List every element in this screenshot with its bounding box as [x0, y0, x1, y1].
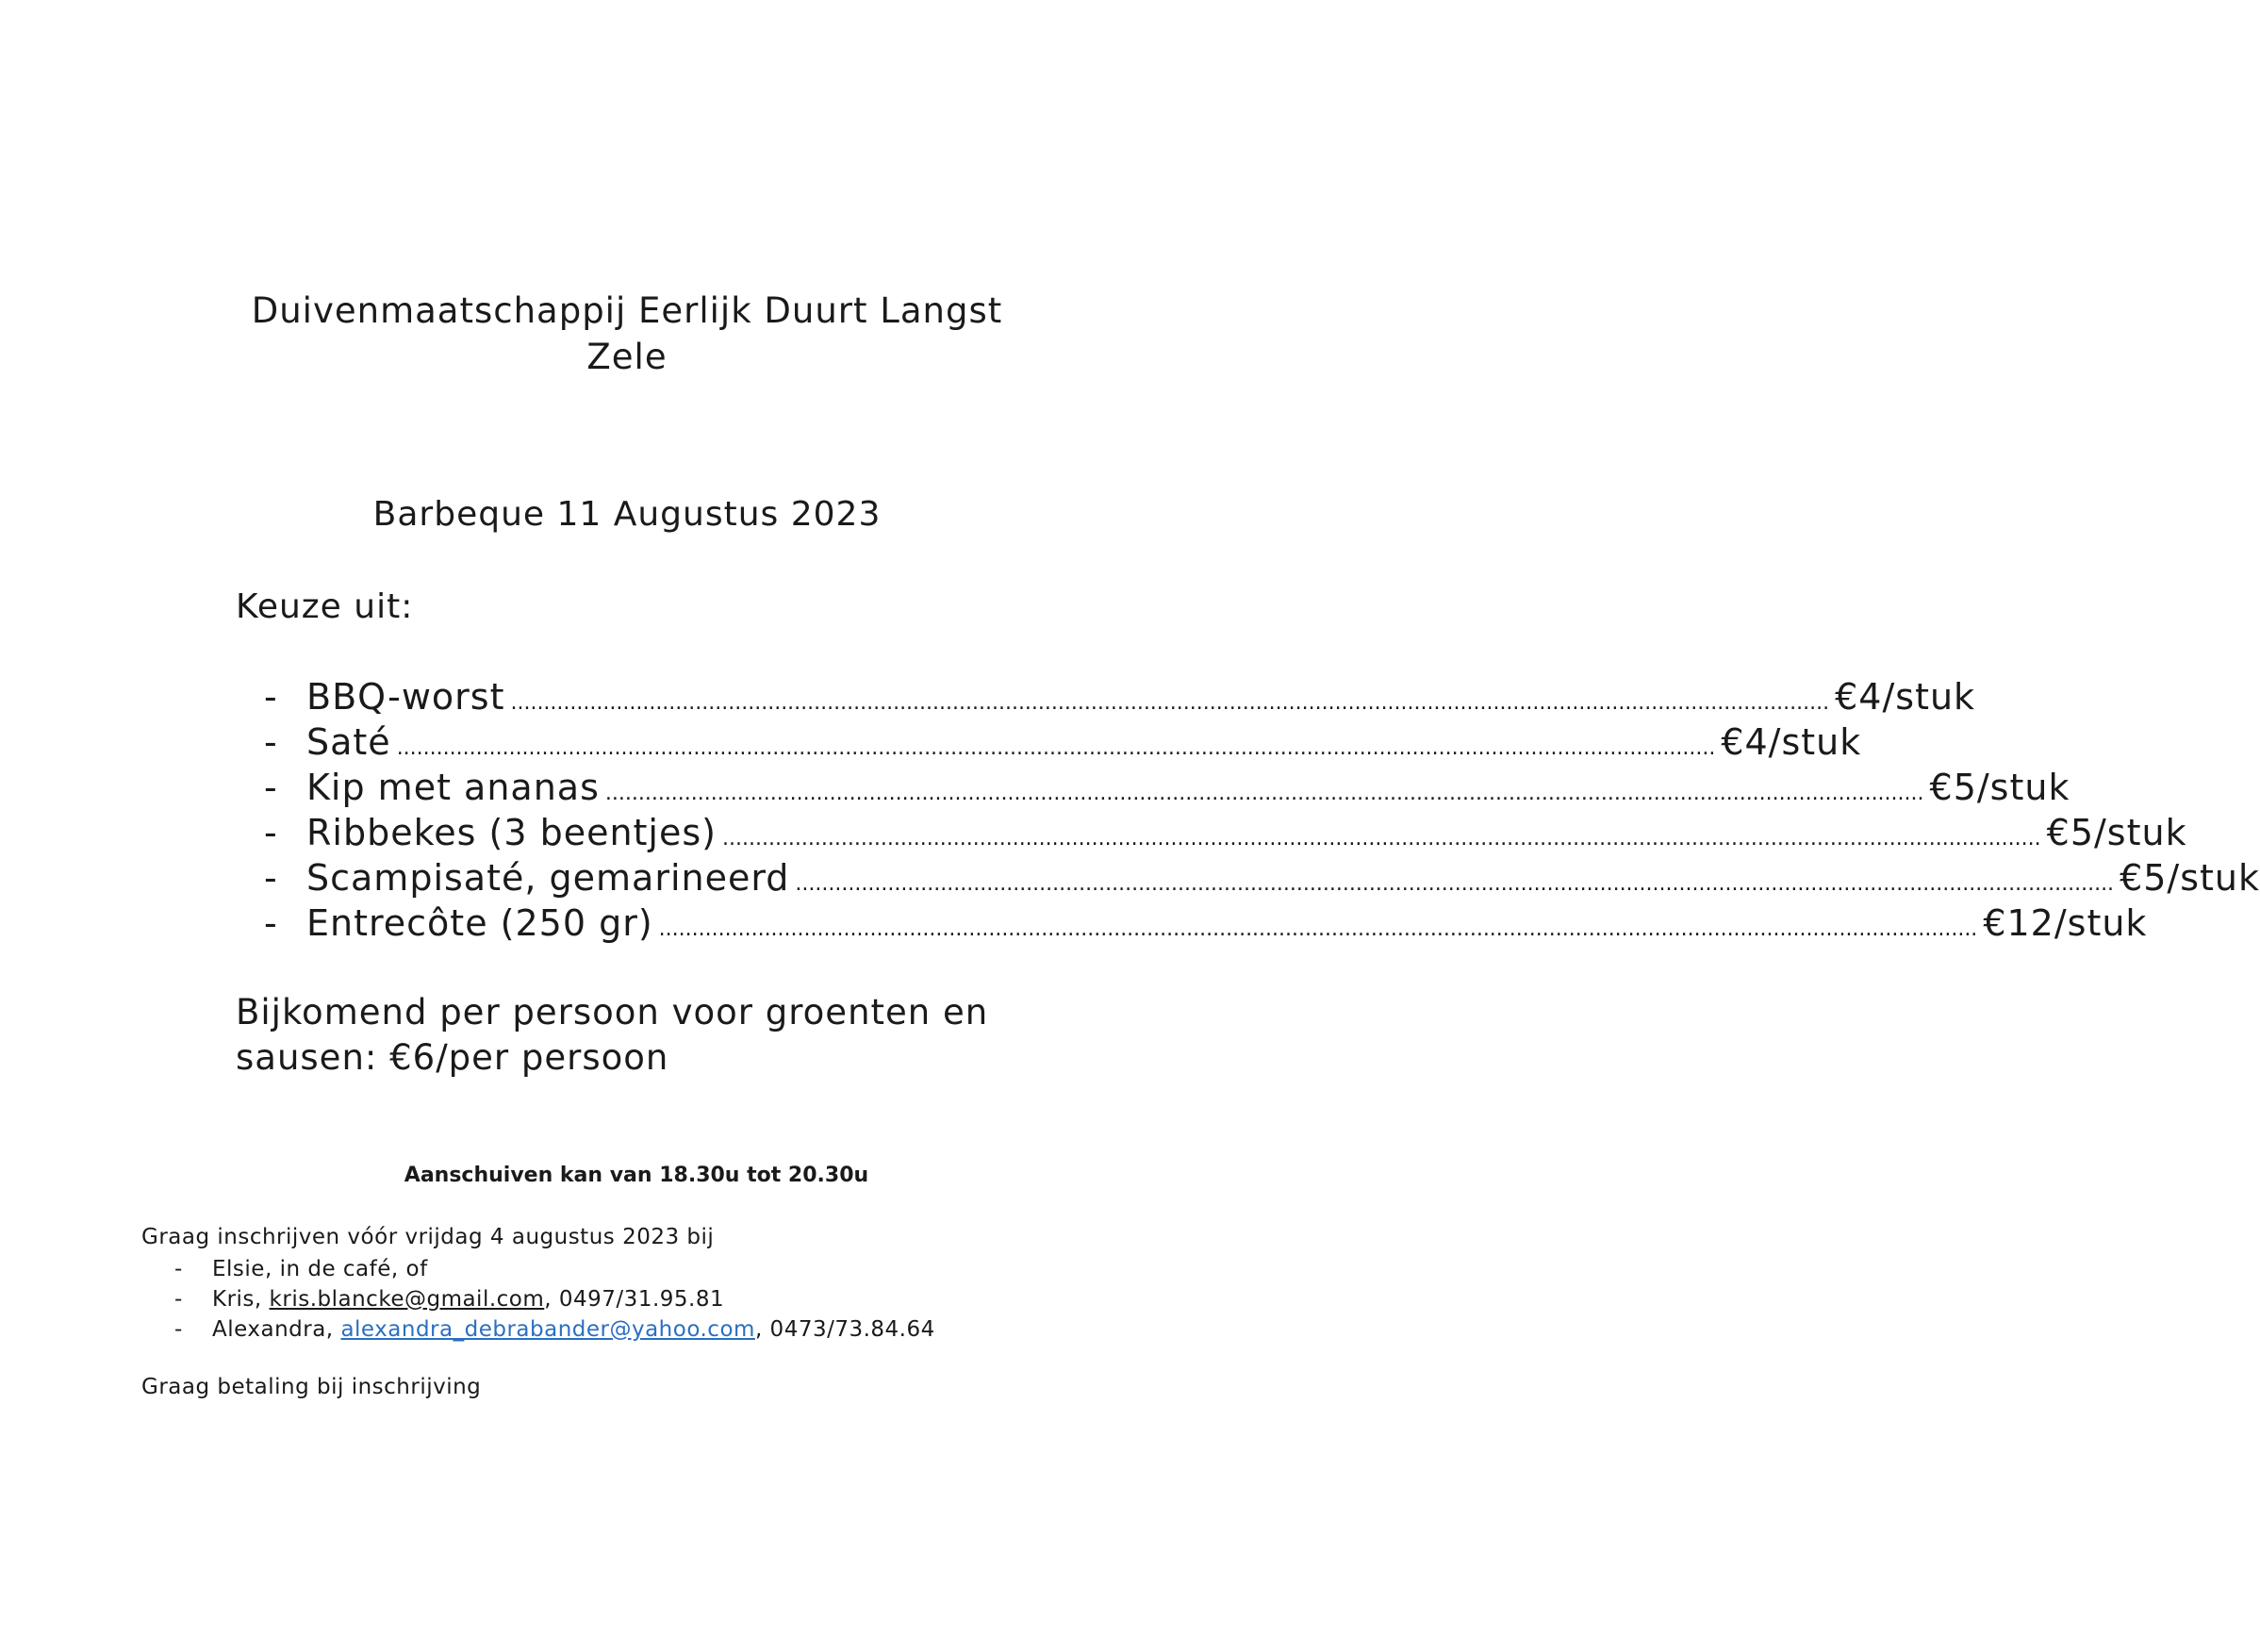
- organization-title: [0, 288, 1254, 380]
- list-dash: -: [264, 676, 278, 718]
- contact-name: Kris,: [212, 1287, 270, 1312]
- dot-leader: ........................................................................................................................................................................................................: [722, 827, 2041, 851]
- contact-item: [174, 1254, 935, 1284]
- contact-name: Elsie, in de café, of: [212, 1257, 428, 1281]
- menu-item: [264, 719, 1862, 765]
- menu-item-price: €5/stuk: [1929, 767, 2070, 808]
- list-dash: -: [174, 1257, 183, 1281]
- menu-item: [264, 810, 2187, 855]
- menu-item-name: BBQ-worst: [306, 676, 505, 718]
- extra-cost-note: Bijkomend per persoon voor groenten en sausen: €6/per persoon: [236, 992, 989, 1078]
- menu-item-name: Ribbekes (3 beentjes): [306, 812, 717, 853]
- list-dash: -: [174, 1317, 183, 1342]
- organization-city: Zele: [586, 337, 668, 377]
- list-dash: -: [264, 857, 278, 899]
- menu-item-price: €4/stuk: [1835, 676, 1976, 718]
- payment-note: Graag betaling bij inschrijving: [141, 1375, 482, 1399]
- dot-leader: ........................................................................................................................................................................................................: [510, 691, 1830, 715]
- list-dash: -: [264, 721, 278, 763]
- menu-item-price: €4/stuk: [1721, 721, 1862, 763]
- menu-item-price: €5/stuk: [2046, 812, 2187, 853]
- event-title: Barbeque 11 Augustus 2023: [372, 495, 882, 534]
- list-dash: -: [264, 902, 278, 944]
- menu-item: [264, 900, 2148, 946]
- menu-item-price: €5/stuk: [2120, 857, 2260, 899]
- contact-item: [174, 1284, 935, 1314]
- menu-item-name: Saté: [306, 721, 391, 763]
- contact-email-link[interactable]: alexandra_debrabander@yahoo.com: [340, 1317, 755, 1342]
- menu-item: [264, 855, 2260, 900]
- opening-hours: Aanschuiven kan van 18.30u tot 20.30u: [404, 1164, 869, 1187]
- dot-leader: ........................................................................................................................................................................................................: [658, 917, 1978, 941]
- contact-item: [174, 1314, 935, 1345]
- list-dash: -: [174, 1287, 183, 1312]
- list-dash: -: [264, 812, 278, 853]
- dot-leader: ........................................................................................................................................................................................................: [396, 736, 1716, 760]
- menu-item-name: Scampisaté, gemarineerd: [306, 857, 790, 899]
- contact-email-link[interactable]: kris.blancke@gmail.com: [269, 1287, 545, 1312]
- menu-item-name: Entrecôte (250 gr): [306, 902, 653, 944]
- contact-name: Alexandra,: [212, 1317, 341, 1342]
- menu-item: [264, 765, 2070, 810]
- menu-heading: Keuze uit:: [236, 587, 414, 626]
- menu-item-price: €12/stuk: [1983, 902, 2148, 944]
- menu-item-name: Kip met ananas: [306, 767, 600, 808]
- contact-phone: , 0473/73.84.64: [754, 1317, 935, 1342]
- contact-phone: , 0497/31.95.81: [544, 1287, 725, 1312]
- list-dash: -: [264, 767, 278, 808]
- menu-item: [264, 674, 1976, 719]
- dot-leader: ........................................................................................................................................................................................................: [604, 782, 1924, 805]
- menu-list: [264, 674, 2260, 946]
- contact-list: [174, 1254, 935, 1345]
- organization-name: Duivenmaatschappij Eerlijk Duurt Langst: [251, 290, 1003, 331]
- registration-intro: Graag inschrijven vóór vrijdag 4 augustus 2023 bij: [141, 1225, 715, 1249]
- dot-leader: ........................................................................................................................................................................................................: [795, 872, 2115, 896]
